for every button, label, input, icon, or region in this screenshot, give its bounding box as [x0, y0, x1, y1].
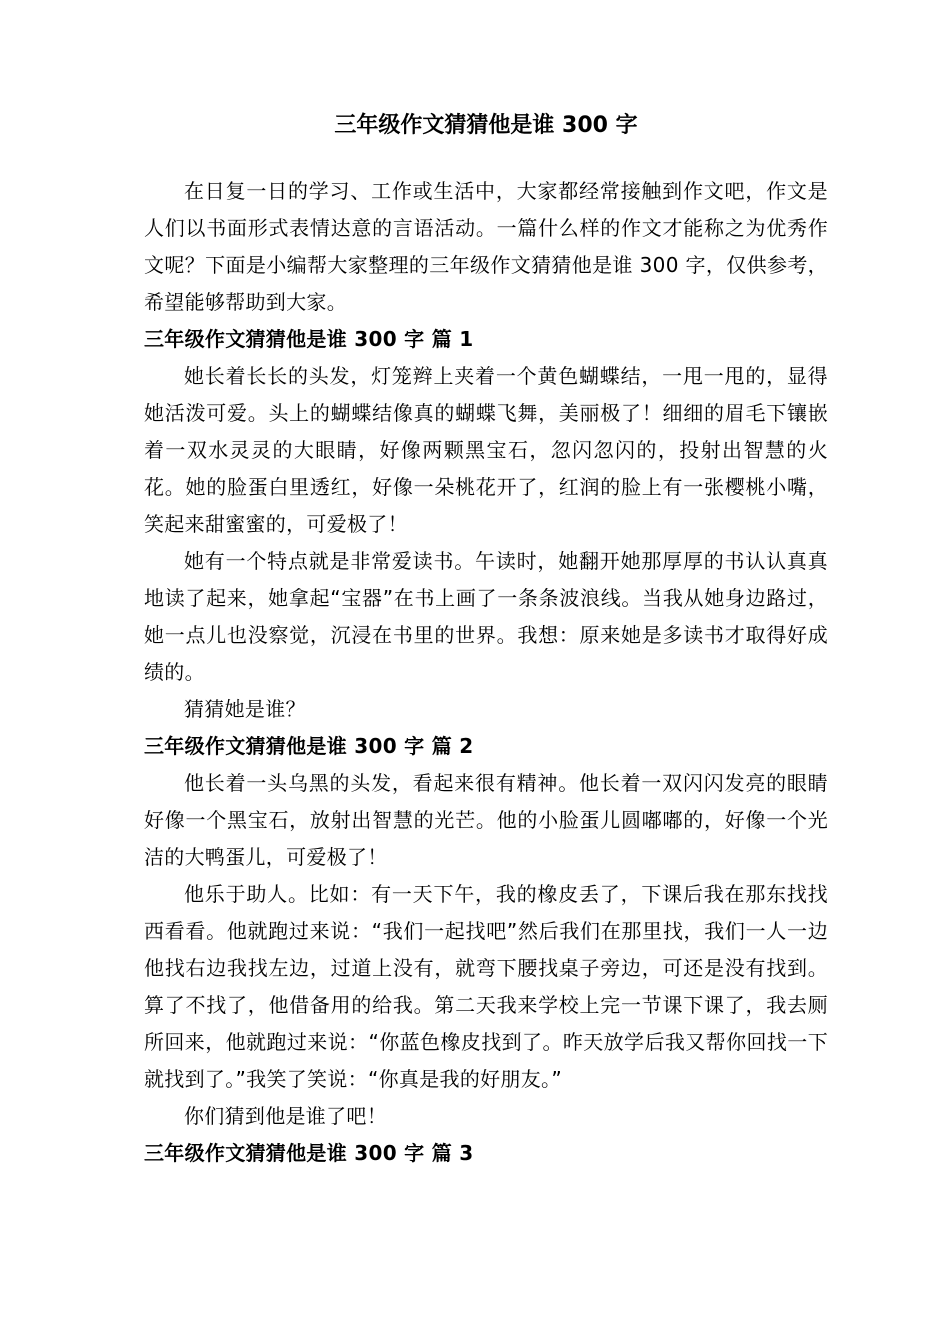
section-paragraph: 她长着长长的头发，灯笼辫上夹着一个黄色蝴蝶结，一甩一甩的，显得她活泼可爱。头上的蝴蝶结像真的蝴蝶飞舞，美丽极了！细细的眉毛下镶嵌着一双水灵灵的大眼睛，好像两颗黑宝石，忽闪忽闪的，投射出智慧的火花。她的脸蛋白里透红，好像一朵桃花开了，红润的脸上有一张樱桃小嘴，笑起来甜蜜蜜的，可爱极了！ — [144, 364, 828, 536]
intro-paragraph: 在日复一日的学习、工作或生活中，大家都经常接触到作文吧，作文是人们以书面形式表情达意的言语活动。一篇什么样的作文才能称之为优秀作文呢？下面是小编帮大家整理的三年级作文猜猜他是谁 300 字，仅供参考，希望能够帮助到大家。 — [144, 179, 828, 314]
section-paragraph: 她有一个特点就是非常爱读书。午读时，她翻开她那厚厚的书认认真真地读了起来，她拿起“宝器”在书上画了一条条波浪线。当我从她身边路过，她一点儿也没察觉，沉浸在书里的世界。我想：原来她是多读书才取得好成绩的。 — [144, 549, 828, 684]
section-paragraph: 你们猜到他是谁了吧！ — [184, 1104, 387, 1128]
section-paragraph: 猜猜她是谁？ — [184, 697, 306, 721]
section-1 — [144, 321, 828, 728]
section-paragraph: 他乐于助人。比如：有一天下午，我的橡皮丢了，下课后我在那东找找西看看。他就跑过来说：“我们一起找吧”然后我们在那里找，我们一人一边他找右边我找左边，过道上没有，就弯下腰找桌子旁边，可还是没有找到。算了不找了，他借备用的给我。第二天我来学校上完一节课下课了，我去厕所回来，他就跑过来说：“你蓝色橡皮找到了。昨天放学后我又帮你回找一下就找到了。”我笑了笑说：“你真是我的好朋友。” — [144, 882, 828, 1091]
section-3 — [144, 1135, 828, 1172]
section-heading: 三年级作文猜猜他是谁 300 字 篇 1 — [144, 327, 474, 351]
section-2 — [144, 728, 828, 1135]
section-heading: 三年级作文猜猜他是谁 300 字 篇 2 — [144, 734, 474, 758]
document-title: 三年级作文猜猜他是谁 300 字 — [334, 113, 638, 138]
section-paragraph: 他长着一头乌黑的头发，看起来很有精神。他长着一双闪闪发亮的眼睛好像一个黑宝石，放射出智慧的光芒。他的小脸蛋儿圆嘟嘟的，好像一个光洁的大鸭蛋儿，可爱极了！ — [144, 771, 828, 869]
document-body — [144, 173, 828, 1172]
section-heading: 三年级作文猜猜他是谁 300 字 篇 3 — [144, 1141, 474, 1165]
